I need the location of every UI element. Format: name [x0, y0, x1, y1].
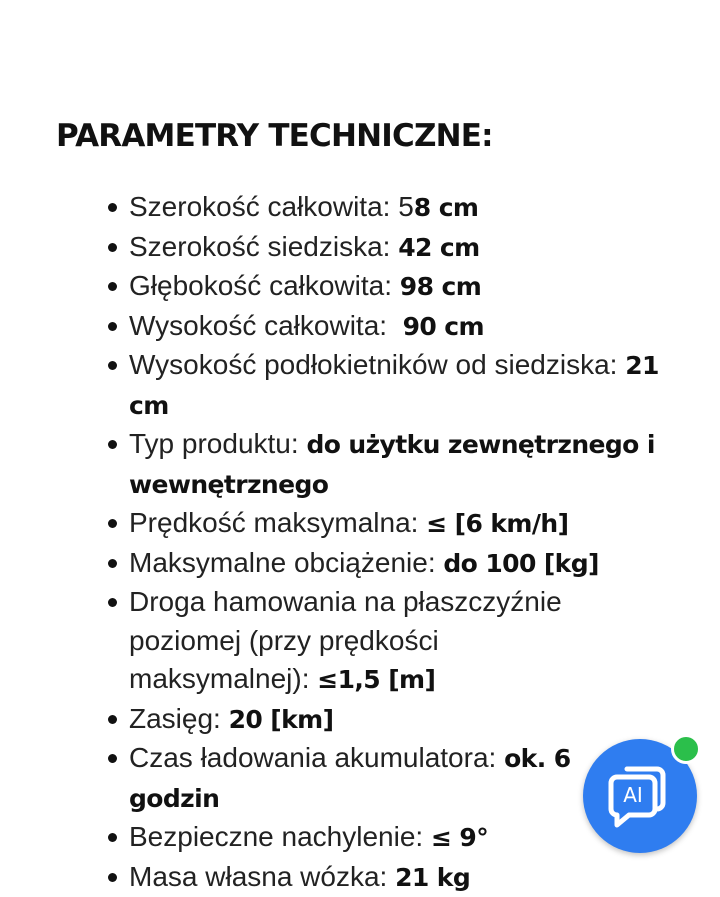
- spec-label: Maksymalne obciążenie:: [129, 547, 443, 578]
- spec-value: 42 cm: [398, 233, 479, 262]
- list-item: [0, 583, 690, 700]
- bullet-icon: [108, 440, 117, 449]
- bullet-icon: [108, 203, 117, 212]
- list-item: [0, 267, 690, 307]
- bullet-icon: [108, 598, 117, 607]
- bullet-icon: [108, 559, 117, 568]
- spec-label: Szerokość całkowita: 5: [129, 191, 414, 222]
- spec-value: 21 cm: [129, 351, 659, 420]
- list-item: [0, 188, 690, 228]
- spec-label: Droga hamowania na płaszczyźnie poziomej (przy prędkości maksymalnej):: [129, 586, 562, 694]
- bullet-icon: [108, 715, 117, 724]
- spec-value: 98 cm: [400, 272, 481, 301]
- spec-label: Prędkość maksymalna:: [129, 507, 426, 538]
- spec-label: Bezpieczne nachylenie:: [129, 821, 431, 852]
- list-item: [0, 700, 690, 740]
- spec-label: Czas ładowania akumulatora:: [129, 742, 504, 773]
- spec-value: do użytku zewnętrznego i wewnętrznego: [129, 430, 655, 499]
- online-status-dot: [671, 734, 701, 764]
- spec-value: 20 [km]: [229, 705, 334, 734]
- spec-label: Wysokość całkowita:: [129, 310, 403, 341]
- spec-label: Wysokość podłokietników od siedziska:: [129, 349, 625, 380]
- list-item: [0, 544, 690, 584]
- spec-value: ≤ 9°: [431, 823, 488, 852]
- bullet-icon: [108, 322, 117, 331]
- spec-label: Typ produktu:: [129, 428, 306, 459]
- spec-value: ok. 6 godzin: [129, 744, 571, 813]
- bullet-icon: [108, 519, 117, 528]
- spec-value: 21 kg: [395, 863, 470, 892]
- spec-label: Masa własna wózka:: [129, 861, 395, 892]
- spec-value: ≤1,5 [m]: [317, 665, 435, 694]
- bullet-icon: [108, 873, 117, 882]
- spec-label: Szerokość siedziska:: [129, 231, 398, 262]
- spec-value: 90 cm: [403, 312, 484, 341]
- page-title: PARAMETRY TECHNICZNE:: [56, 116, 493, 156]
- list-item: [0, 425, 690, 504]
- spec-value: ≤ [6 km/h]: [426, 509, 568, 538]
- bullet-icon: [108, 754, 117, 763]
- list-item: [0, 228, 690, 268]
- spec-value: do 100 [kg]: [443, 549, 598, 578]
- list-item: [0, 858, 690, 897]
- bullet-icon: [108, 833, 117, 842]
- ai-label: AI: [618, 783, 648, 807]
- spec-value: 8 cm: [414, 193, 479, 222]
- list-item: [0, 346, 690, 425]
- bullet-icon: [108, 243, 117, 252]
- bullet-icon: [108, 282, 117, 291]
- bullet-icon: [108, 361, 117, 370]
- spec-label: Zasięg:: [129, 703, 229, 734]
- list-item: [0, 504, 690, 544]
- list-item: [0, 307, 690, 347]
- spec-label: Głębokość całkowita:: [129, 270, 400, 301]
